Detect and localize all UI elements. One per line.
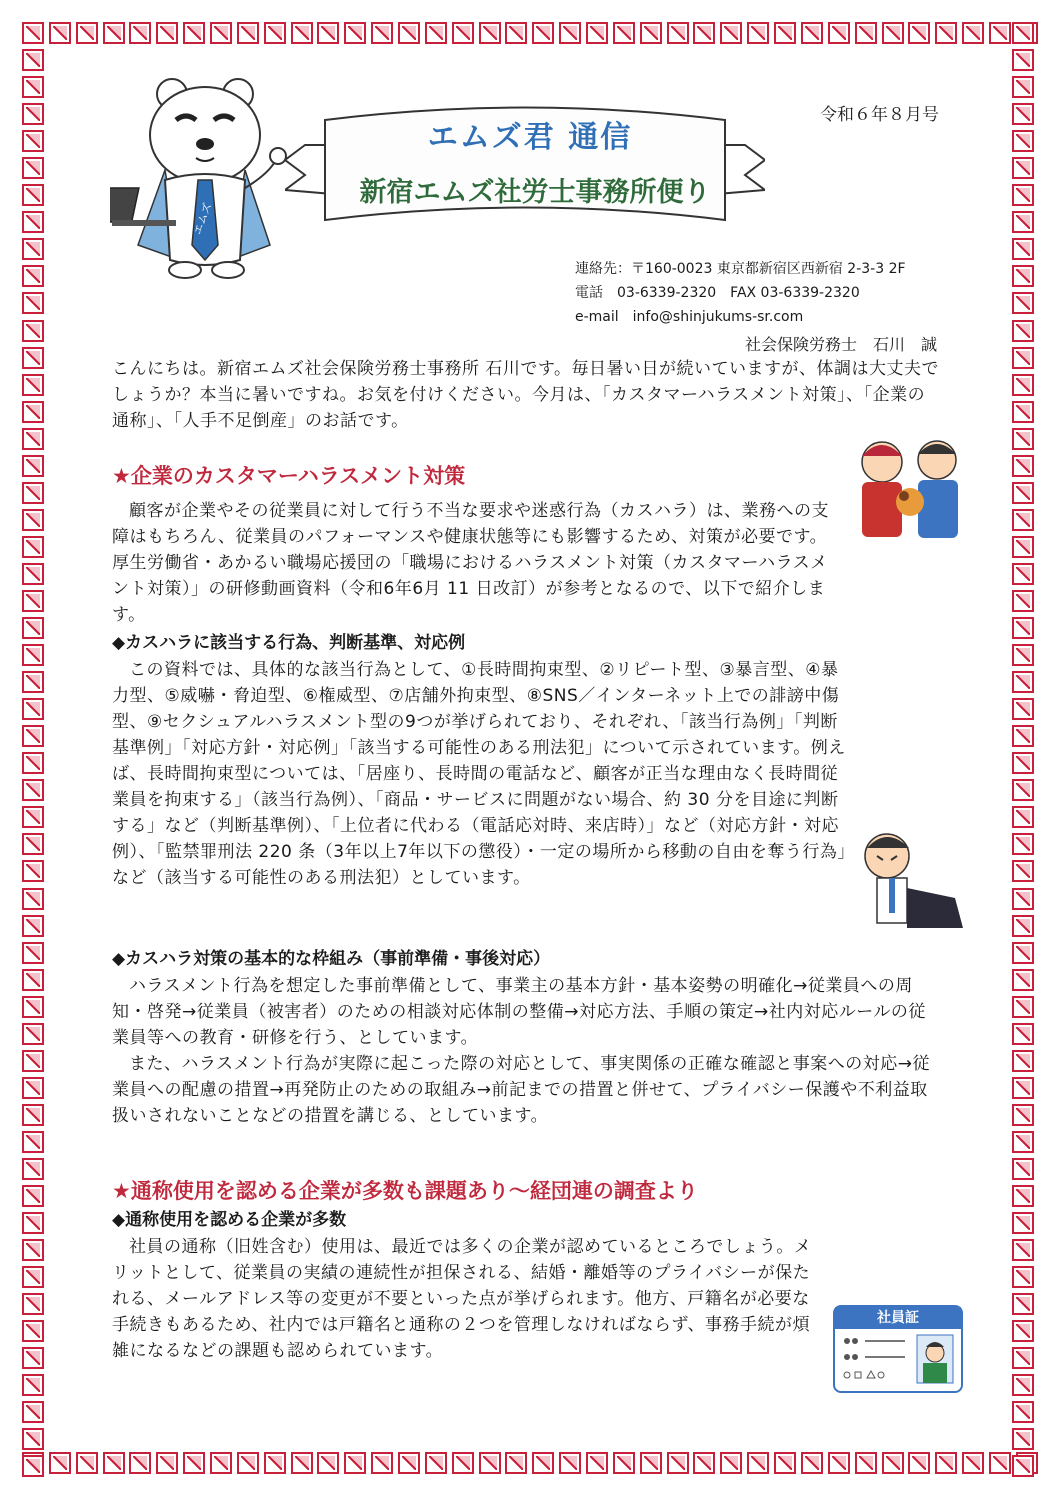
border-tile bbox=[1012, 779, 1034, 801]
border-tile bbox=[22, 1293, 44, 1315]
border-tile bbox=[22, 1401, 44, 1423]
border-tile bbox=[1012, 644, 1034, 666]
border-tile bbox=[22, 1050, 44, 1072]
border-tile bbox=[1012, 1077, 1034, 1099]
border-tile bbox=[855, 1452, 877, 1474]
border-tile bbox=[22, 1158, 44, 1180]
border-tile bbox=[882, 22, 904, 44]
border-tile bbox=[103, 22, 125, 44]
border-tile bbox=[1012, 22, 1034, 44]
border-tile bbox=[1012, 1131, 1034, 1153]
newsletter-title: エムズ君 通信 bbox=[427, 120, 633, 155]
border-tile bbox=[693, 22, 715, 44]
border-tile bbox=[1012, 1050, 1034, 1072]
border-tile bbox=[908, 22, 930, 44]
border-tile bbox=[828, 22, 850, 44]
border-tile bbox=[129, 22, 151, 44]
border-tile bbox=[1012, 536, 1034, 558]
border-tile bbox=[1012, 76, 1034, 98]
section2-paragraph1: 社員の通称（旧姓含む）使用は、最近では多くの企業が認めているところでしょう。メリットとして、従業員の実績の連続性が担保される、結婚・離婚等のプライバシーが保たれる、メールアドレス等の変更が不要といった点が挙げられます。他方、戸籍名が必要な手続きもあるため、社内では戸籍名と通称の２つを管理しなければならず、事務手続が煩雑になるなどの課題も認められています。 bbox=[112, 1237, 812, 1361]
border-tile bbox=[317, 22, 339, 44]
border-tile bbox=[908, 1452, 930, 1474]
section1-paragraph2: この資料では、具体的な該当行為として、①長時間拘束型、②リピート型、③暴言型、④暴力型、⑤威嚇・脅迫型、⑥権威型、⑦店舗外拘束型、⑧SNS／インターネット上での誹謗中傷型、⑨セクシュアルハラスメント型の9つが挙げられており、それぞれ、「該当行為例」「判断基準例」「対応方針・対応例」「該当する可能性のある刑法犯」について示されています。例えば、長時間拘束型については、「居座り、長時間の電話など、顧客が正当な理由なく長時間従業員を拘束する」（該当行為例）、「商品・サービスに問題がない場合、約 30 分を目途に判断する」など（判断基準例）、「上位者に代わる（電話応対時、来店時）」など（対応方針・対応例）、「監禁罪刑法 220 条（3年以上7年以下の懲役）・一定の場所から移動の自由を奪う行為」など（該当する可能性のある刑法犯）としています。 bbox=[112, 660, 847, 888]
border-tile bbox=[720, 1452, 742, 1474]
border-tile bbox=[22, 157, 44, 179]
border-tile bbox=[1012, 617, 1034, 639]
border-tile bbox=[882, 1452, 904, 1474]
border-tile bbox=[22, 292, 44, 314]
border-tile bbox=[22, 1023, 44, 1045]
border-tile bbox=[962, 1452, 984, 1474]
border-tile bbox=[22, 1374, 44, 1396]
border-tile bbox=[989, 1452, 1011, 1474]
border-tile bbox=[22, 563, 44, 585]
border-tile bbox=[1012, 347, 1034, 369]
border-tile bbox=[129, 1452, 151, 1474]
border-tile bbox=[22, 806, 44, 828]
border-tile bbox=[76, 1452, 98, 1474]
border-tile bbox=[640, 22, 662, 44]
border-tile bbox=[586, 1452, 608, 1474]
border-tile bbox=[1012, 1455, 1034, 1477]
border-tile bbox=[855, 22, 877, 44]
border-tile bbox=[22, 942, 44, 964]
border-tile bbox=[22, 1131, 44, 1153]
border-tile bbox=[22, 671, 44, 693]
border-tile bbox=[22, 725, 44, 747]
border-tile bbox=[586, 22, 608, 44]
border-bottom bbox=[22, 1452, 1038, 1478]
section1-paragraph1: 顧客が企業やその従業員に対して行う不当な要求や迷惑行為（カスハラ）は、業務への支障はもちろん、従業員のパフォーマンスや健康状態等にも影響するため、対策が必要です。厚生労働省・あかるい職場応援団の「職場におけるハラスメント対策（カスタマーハラスメント対策）」の研修動画資料（令和6年6月 11 日改訂）が参考となるので、以下で紹介します。 bbox=[112, 501, 829, 625]
border-tile bbox=[505, 1452, 527, 1474]
contact-email[interactable]: e-mail info@shinjukums-sr.com bbox=[575, 309, 804, 325]
border-tile bbox=[774, 22, 796, 44]
border-tile bbox=[532, 1452, 554, 1474]
border-tile bbox=[505, 22, 527, 44]
border-tile bbox=[1012, 103, 1034, 125]
border-tile bbox=[1012, 1374, 1034, 1396]
border-tile bbox=[667, 22, 689, 44]
border-tile bbox=[22, 130, 44, 152]
border-tile bbox=[1012, 563, 1034, 585]
border-tile bbox=[1012, 1428, 1034, 1450]
border-tile bbox=[1012, 184, 1034, 206]
signature: 社会保険労務士 石川 誠 bbox=[745, 335, 938, 354]
section1-paragraph3: ハラスメント行為を想定した事前準備として、事業主の基本方針・基本姿勢の明確化→従業員への周知・啓発→従業員（被害者）のための相談対応体制の整備→対応方法、手順の策定→社内対応ルールの従業員等への教育・研修を行う、としています。 bbox=[112, 976, 926, 1048]
border-tile bbox=[1012, 671, 1034, 693]
border-tile bbox=[1012, 130, 1034, 152]
border-tile bbox=[1012, 320, 1034, 342]
intro-paragraph: こんにちは。新宿エムズ社会保険労務士事務所 石川です。毎日暑い日が続いていますが、体調は大丈夫でしょうか？本当に暑いですね。お気を付けください。今月は、「カスタマーハラスメント対策」、「企業の通称」、「人手不足倒産」のお話です。 bbox=[112, 359, 940, 431]
border-tile bbox=[22, 374, 44, 396]
border-tile bbox=[398, 22, 420, 44]
border-tile bbox=[22, 509, 44, 531]
border-tile bbox=[1012, 509, 1034, 531]
border-tile bbox=[291, 1452, 313, 1474]
border-tile bbox=[1012, 725, 1034, 747]
border-top bbox=[22, 22, 1038, 48]
border-tile bbox=[22, 76, 44, 98]
border-tile bbox=[183, 1452, 205, 1474]
border-tile bbox=[1012, 942, 1034, 964]
border-tile bbox=[1012, 1320, 1034, 1342]
border-tile bbox=[1012, 428, 1034, 450]
border-tile bbox=[210, 22, 232, 44]
border-tile bbox=[156, 22, 178, 44]
border-tile bbox=[22, 969, 44, 991]
worried-employee-illustration bbox=[855, 828, 970, 933]
border-tile bbox=[291, 22, 313, 44]
border-tile bbox=[49, 1452, 71, 1474]
border-tile bbox=[22, 238, 44, 260]
border-tile bbox=[479, 22, 501, 44]
border-tile bbox=[1012, 698, 1034, 720]
border-tile bbox=[1012, 157, 1034, 179]
border-tile bbox=[22, 184, 44, 206]
issue-date: 令和６年８月号 bbox=[820, 105, 939, 125]
border-tile bbox=[1012, 374, 1034, 396]
border-tile bbox=[1012, 590, 1034, 612]
border-tile bbox=[22, 49, 44, 71]
border-tile bbox=[1012, 888, 1034, 910]
section2-subheading1: ◆通称使用を認める企業が多数 bbox=[112, 1210, 347, 1230]
border-tile bbox=[801, 22, 823, 44]
border-tile bbox=[1012, 265, 1034, 287]
border-tile bbox=[720, 22, 742, 44]
border-tile bbox=[22, 103, 44, 125]
border-tile bbox=[1012, 1266, 1034, 1288]
border-tile bbox=[22, 320, 44, 342]
border-tile bbox=[801, 1452, 823, 1474]
border-tile bbox=[344, 1452, 366, 1474]
border-tile bbox=[667, 1452, 689, 1474]
border-tile bbox=[371, 22, 393, 44]
border-tile bbox=[237, 22, 259, 44]
border-tile bbox=[1012, 292, 1034, 314]
contact-address: 連絡先：〒160-0023 東京都新宿区西新宿 2-3-3 2F bbox=[575, 261, 906, 277]
border-tile bbox=[640, 1452, 662, 1474]
border-tile bbox=[1012, 401, 1034, 423]
border-tile bbox=[237, 1452, 259, 1474]
border-tile bbox=[747, 1452, 769, 1474]
border-tile bbox=[22, 860, 44, 882]
border-left bbox=[22, 22, 48, 1478]
border-tile bbox=[22, 1077, 44, 1099]
border-tile bbox=[22, 833, 44, 855]
border-tile bbox=[22, 401, 44, 423]
border-tile bbox=[344, 22, 366, 44]
mascot-bear-illustration bbox=[110, 70, 300, 280]
border-tile bbox=[22, 211, 44, 233]
border-tile bbox=[613, 1452, 635, 1474]
border-tile bbox=[183, 22, 205, 44]
employee-id-card-illustration bbox=[833, 1305, 963, 1393]
border-tile bbox=[22, 22, 44, 44]
border-right bbox=[1012, 22, 1038, 1478]
border-tile bbox=[22, 888, 44, 910]
border-tile bbox=[452, 22, 474, 44]
border-tile bbox=[264, 22, 286, 44]
border-tile bbox=[559, 1452, 581, 1474]
border-tile bbox=[1012, 1293, 1034, 1315]
border-tile bbox=[22, 265, 44, 287]
border-tile bbox=[532, 22, 554, 44]
border-tile bbox=[479, 1452, 501, 1474]
border-tile bbox=[22, 1185, 44, 1207]
border-tile bbox=[76, 22, 98, 44]
section1-subheading2: ◆カスハラ対策の基本的な枠組み（事前準備・事後対応） bbox=[112, 949, 551, 969]
border-tile bbox=[22, 590, 44, 612]
border-tile bbox=[49, 22, 71, 44]
border-tile bbox=[613, 22, 635, 44]
border-tile bbox=[103, 1452, 125, 1474]
border-tile bbox=[22, 428, 44, 450]
border-tile bbox=[22, 1320, 44, 1342]
border-tile bbox=[1012, 969, 1034, 991]
border-tile bbox=[264, 1452, 286, 1474]
border-tile bbox=[425, 22, 447, 44]
border-tile bbox=[774, 1452, 796, 1474]
border-tile bbox=[22, 779, 44, 801]
border-tile bbox=[935, 1452, 957, 1474]
border-tile bbox=[1012, 1104, 1034, 1126]
contact-phone: 電話 03-6339-2320 FAX 03-6339-2320 bbox=[575, 285, 860, 301]
border-tile bbox=[22, 644, 44, 666]
border-tile bbox=[452, 1452, 474, 1474]
section2-title: ★通称使用を認める企業が多数も課題あり～経団連の調査より bbox=[112, 1179, 698, 1203]
border-tile bbox=[22, 1455, 44, 1477]
border-tile bbox=[22, 482, 44, 504]
border-tile bbox=[1012, 833, 1034, 855]
border-tile bbox=[22, 617, 44, 639]
border-tile bbox=[935, 22, 957, 44]
border-tile bbox=[398, 1452, 420, 1474]
border-tile bbox=[1012, 1239, 1034, 1261]
border-tile bbox=[317, 1452, 339, 1474]
newsletter-subtitle: 新宿エムズ社労士事務所便り bbox=[359, 177, 711, 208]
border-tile bbox=[989, 22, 1011, 44]
customer-harassment-illustration bbox=[842, 430, 972, 550]
border-tile bbox=[1012, 1023, 1034, 1045]
section1-title: ★企業のカスタマーハラスメント対策 bbox=[112, 464, 466, 488]
border-tile bbox=[22, 915, 44, 937]
border-tile bbox=[1012, 860, 1034, 882]
border-tile bbox=[1012, 1185, 1034, 1207]
border-tile bbox=[559, 22, 581, 44]
border-tile bbox=[371, 1452, 393, 1474]
border-tile bbox=[22, 752, 44, 774]
border-tile bbox=[22, 455, 44, 477]
border-tile bbox=[693, 1452, 715, 1474]
border-tile bbox=[1012, 1347, 1034, 1369]
border-tile bbox=[1012, 455, 1034, 477]
border-tile bbox=[22, 1239, 44, 1261]
mascot-tie-text: エムズ bbox=[190, 201, 215, 237]
border-tile bbox=[22, 1266, 44, 1288]
section1-paragraph4: また、ハラスメント行為が実際に起こった際の対応として、事実関係の正確な確認と事案への対応→従業員への配慮の措置→再発防止のための取組み→前記までの措置と併せて、プライバシー保護や不利益取扱いされないことなどの措置を講じる、としています。 bbox=[112, 1054, 931, 1126]
section1-subheading1: ◆カスハラに該当する行為、判断基準、対応例 bbox=[112, 633, 466, 653]
border-tile bbox=[1012, 996, 1034, 1018]
border-tile bbox=[156, 1452, 178, 1474]
border-tile bbox=[22, 1212, 44, 1234]
border-tile bbox=[1012, 1401, 1034, 1423]
border-tile bbox=[1012, 238, 1034, 260]
border-tile bbox=[22, 536, 44, 558]
border-tile bbox=[747, 22, 769, 44]
id-card-detail-icon bbox=[835, 1329, 961, 1391]
border-tile bbox=[22, 347, 44, 369]
border-tile bbox=[1012, 1212, 1034, 1234]
border-tile bbox=[22, 996, 44, 1018]
border-tile bbox=[210, 1452, 232, 1474]
border-tile bbox=[1012, 49, 1034, 71]
border-tile bbox=[22, 1104, 44, 1126]
border-tile bbox=[22, 1347, 44, 1369]
border-tile bbox=[1012, 806, 1034, 828]
border-tile bbox=[828, 1452, 850, 1474]
id-card-label: 社員証 bbox=[835, 1307, 961, 1329]
contact-info bbox=[575, 257, 906, 329]
border-tile bbox=[1012, 211, 1034, 233]
border-tile bbox=[1012, 752, 1034, 774]
border-tile bbox=[22, 698, 44, 720]
border-tile bbox=[962, 22, 984, 44]
border-tile bbox=[425, 1452, 447, 1474]
border-tile bbox=[22, 1428, 44, 1450]
border-tile bbox=[1012, 915, 1034, 937]
border-tile bbox=[1012, 1158, 1034, 1180]
border-tile bbox=[1012, 482, 1034, 504]
